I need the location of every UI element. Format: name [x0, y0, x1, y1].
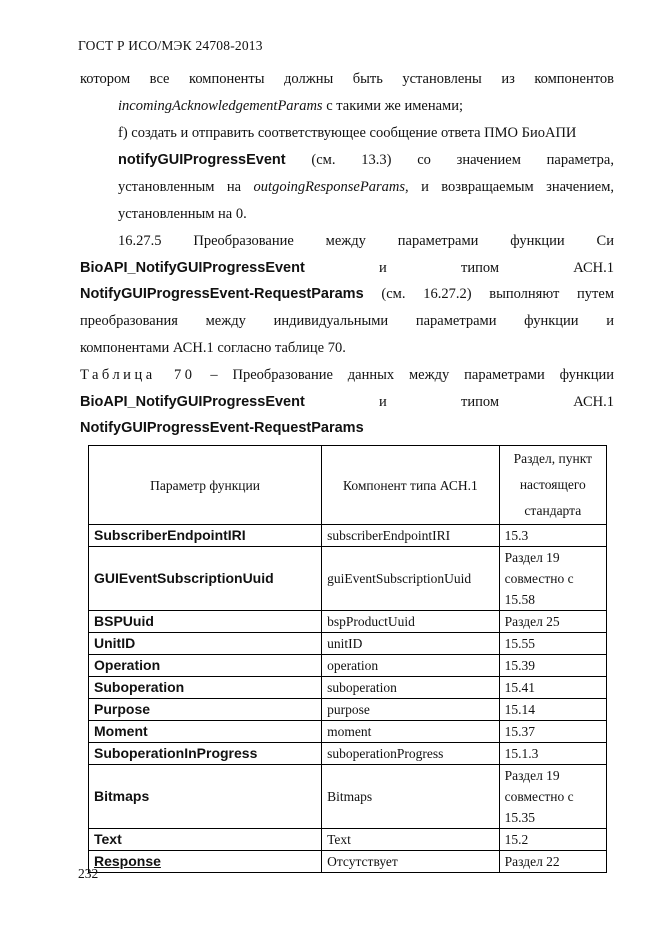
cell-component: suboperationProgress — [322, 743, 500, 765]
cell-section — [499, 655, 606, 677]
table-row — [89, 743, 607, 765]
cell-section-line: Раздел 22 — [504, 854, 560, 869]
table-header-row — [89, 446, 607, 525]
table-row — [89, 547, 607, 611]
cell-section-line: совместно с — [504, 571, 574, 586]
cell-section-line: 15.39 — [504, 658, 535, 673]
cell-component: purpose — [322, 699, 500, 721]
table-caption — [80, 418, 614, 438]
cell-param: Moment — [89, 721, 322, 743]
cell-section — [499, 633, 606, 655]
caption-label: Таблица 70 — [80, 367, 196, 383]
cell-param: GUIEventSubscriptionUuid — [89, 547, 322, 611]
italic-term: outgoingResponseParams — [253, 179, 405, 195]
cell-component: Отсутствует — [322, 851, 500, 873]
text-span: и типом АСН.1 — [304, 260, 614, 276]
page-number: 232 — [78, 866, 99, 881]
text-span: с такими же именами; — [322, 98, 463, 114]
header-section-line: Раздел, пункт — [513, 451, 593, 466]
cell-section-line: 15.14 — [504, 702, 535, 717]
header-section-line: стандарта — [524, 503, 582, 518]
cell-component: operation — [322, 655, 500, 677]
paragraph-line: котором все компоненты должны быть установлены из компонентов — [80, 71, 614, 87]
paragraph-line — [118, 96, 614, 116]
table-row — [89, 655, 607, 677]
paragraph-line — [80, 258, 614, 278]
table-row — [89, 611, 607, 633]
text-span: (см. 16.27.2) выполняют путем — [363, 286, 614, 302]
table-row — [89, 829, 607, 851]
paragraph-line — [80, 284, 614, 304]
cell-component: Bitmaps — [322, 765, 500, 829]
table-body — [89, 525, 607, 873]
header-param: Параметр функции — [89, 446, 322, 525]
cell-section — [499, 829, 606, 851]
bold-term: BioAPI_NotifyGUIProgressEvent — [80, 394, 305, 410]
cell-param: UnitID — [89, 633, 322, 655]
table-row — [89, 721, 607, 743]
table-row — [89, 677, 607, 699]
page-header: ГОСТ Р ИСО/МЭК 24708-2013 — [78, 38, 263, 53]
table-caption — [80, 365, 614, 385]
paragraph-line: f) создать и отправить соответствующее сообщение ответа ПМО БиоАПИ — [118, 125, 577, 141]
cell-section — [499, 851, 606, 873]
cell-component: suboperation — [322, 677, 500, 699]
text-span: – Преобразование данных между параметрами функции — [195, 367, 614, 383]
mapping-table — [88, 445, 607, 873]
table-row — [89, 699, 607, 721]
cell-section — [499, 525, 606, 547]
text-span: установленным на — [118, 179, 254, 195]
paragraph-line: 16.27.5 Преобразование между параметрами функции Си — [118, 233, 614, 249]
cell-section — [499, 765, 606, 829]
bold-term: NotifyGUIProgressEvent-RequestParams — [80, 286, 364, 302]
cell-section — [499, 699, 606, 721]
cell-section-line: 15.3 — [504, 528, 529, 543]
table-row — [89, 633, 607, 655]
bold-term: NotifyGUIProgressEvent-RequestParams — [80, 420, 364, 436]
cell-section-line: совместно с — [504, 789, 574, 804]
cell-component: subscriberEndpointIRI — [322, 525, 500, 547]
cell-section-line: 15.41 — [504, 680, 535, 695]
header-section-line: настоящего — [519, 477, 586, 492]
table-caption — [80, 392, 614, 412]
cell-param: Operation — [89, 655, 322, 677]
bold-term: notifyGUIProgressEvent — [118, 152, 286, 168]
cell-param: Purpose — [89, 699, 322, 721]
cell-param: Suboperation — [89, 677, 322, 699]
cell-param: BSPUuid — [89, 611, 322, 633]
cell-component: unitID — [322, 633, 500, 655]
cell-param: Text — [89, 829, 322, 851]
text-span: и типом АСН.1 — [304, 394, 614, 410]
italic-term: incomingAcknowledgementParams — [118, 98, 323, 114]
paragraph-line — [118, 177, 614, 197]
text-span: (см. 13.3) со значением параметра, — [285, 152, 614, 168]
cell-component: moment — [322, 721, 500, 743]
cell-section-line: Раздел 25 — [504, 614, 560, 629]
cell-section-line: 15.58 — [504, 592, 535, 607]
bold-term: BioAPI_NotifyGUIProgressEvent — [80, 260, 305, 276]
cell-param: Response — [89, 851, 322, 873]
paragraph-line: компонентами АСН.1 согласно таблице 70. — [80, 340, 346, 356]
cell-component: bspProductUuid — [322, 611, 500, 633]
cell-component: Text — [322, 829, 500, 851]
cell-section-line: Раздел 19 — [504, 550, 560, 565]
cell-param: SuboperationInProgress — [89, 743, 322, 765]
paragraph-line: преобразования между индивидуальными параметрами функции и — [80, 313, 614, 329]
cell-section-line: 15.1.3 — [504, 746, 539, 761]
table-row — [89, 525, 607, 547]
cell-param: Bitmaps — [89, 765, 322, 829]
cell-component: guiEventSubscriptionUuid — [322, 547, 500, 611]
cell-param: SubscriberEndpointIRI — [89, 525, 322, 547]
table-row — [89, 765, 607, 829]
cell-section — [499, 677, 606, 699]
paragraph-line — [118, 150, 614, 170]
cell-section-line: 15.55 — [504, 636, 535, 651]
cell-section — [499, 721, 606, 743]
header-component: Компонент типа АСН.1 — [322, 446, 500, 525]
table-row — [89, 851, 607, 873]
text-span: , и возвращаемым значением, — [404, 179, 614, 195]
cell-section-line: 15.2 — [504, 832, 529, 847]
paragraph-line: установленным на 0. — [118, 206, 247, 222]
cell-section-line: 15.35 — [504, 810, 535, 825]
cell-section-line: Раздел 19 — [504, 768, 560, 783]
cell-section — [499, 547, 606, 611]
cell-section — [499, 611, 606, 633]
cell-section — [499, 743, 606, 765]
header-section — [499, 446, 606, 525]
cell-section-line: 15.37 — [504, 724, 535, 739]
